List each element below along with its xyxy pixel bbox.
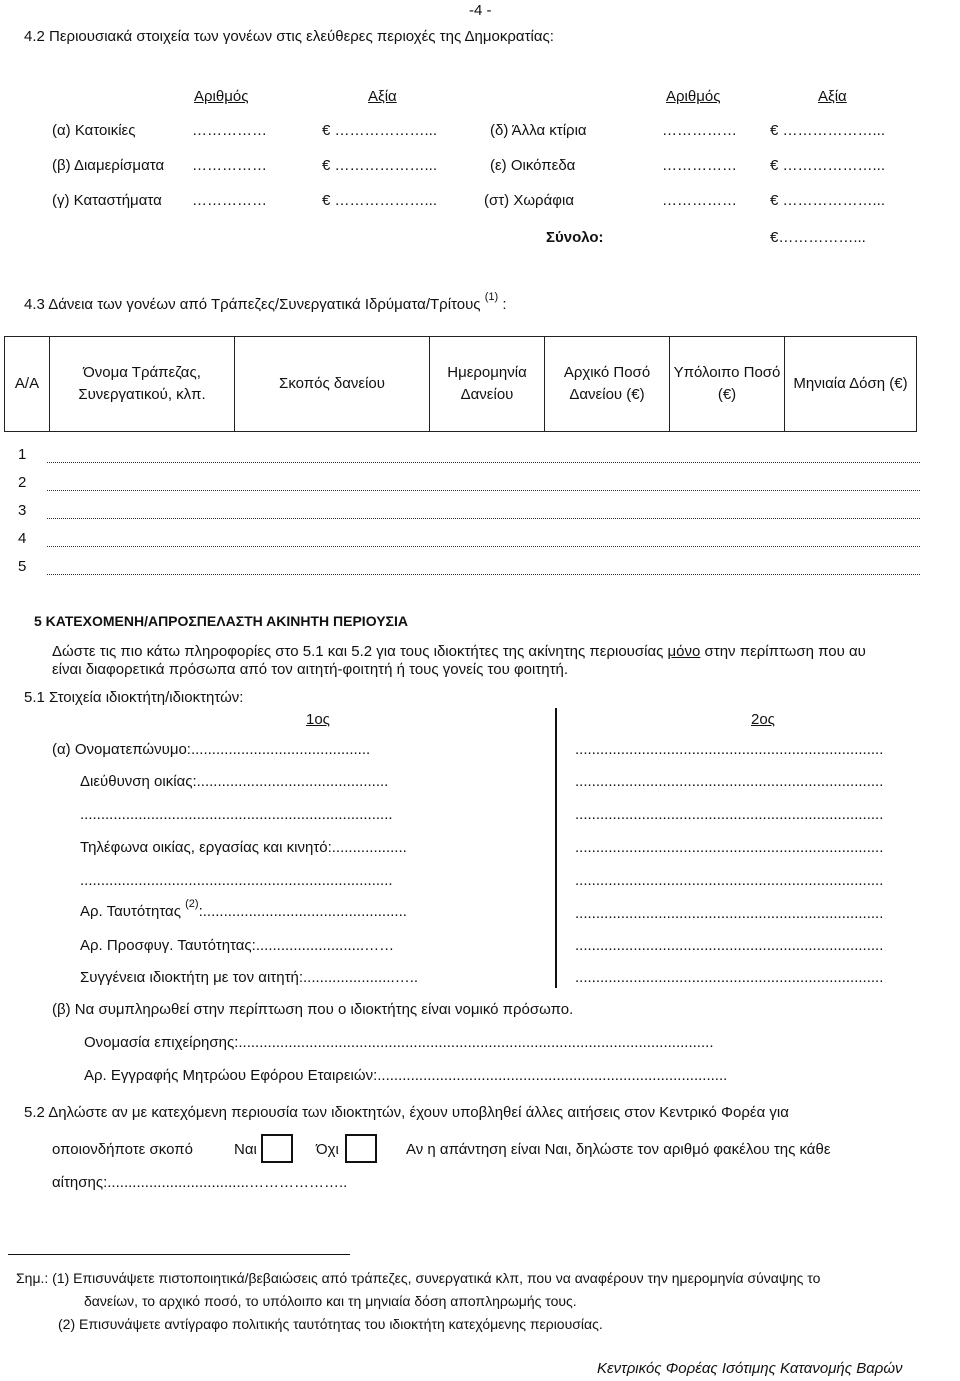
section-4-3-title-text: 4.3 Δάνεια των γονέων από Τράπεζες/Συνεργατικά Ιδρύματα/Τρίτους xyxy=(24,296,481,313)
row-plots-value[interactable]: € ………………... xyxy=(770,157,886,174)
yes-checkbox[interactable] xyxy=(261,1134,293,1163)
footnote-1-continued: δανείων, το αρχικό ποσό, το υπόλοιπο και τη μηνιαία δόση αποπληρωμής τους. xyxy=(84,1293,577,1309)
owner-1-name-field[interactable]: (α) Ονοματεπώνυμο:........................................... xyxy=(52,741,371,758)
total-label: Σύνολο: xyxy=(546,229,604,246)
col-loan-purpose: Σκοπός δανείου xyxy=(235,337,430,432)
col-remaining-amount: Υπόλοιπο Ποσό (€) xyxy=(670,337,785,432)
owner-1-phones-field[interactable]: Τηλέφωνα οικίας, εργασίας και κινητό:.................. xyxy=(80,839,407,856)
col-bank-name: Όνομα Τράπεζας, Συνεργατικού, κλπ. xyxy=(50,337,235,432)
loans-table-header xyxy=(5,337,917,432)
footnote-1: Σημ.: (1) Επισυνάψετε πιστοποιητικά/βεβαιώσεις από τράπεζες, συνεργατικά κλπ, που να αναφέρουν την ημερομηνία σύναψης το xyxy=(16,1270,821,1286)
section-4-2-title: 4.2 Περιουσιακά στοιχεία των γονέων στις ελεύθερες περιοχές της Δημοκρατίας: xyxy=(24,28,554,45)
application-number-field[interactable]: αίτησης:..................................……………….. xyxy=(52,1174,348,1191)
intro-text-a: Δώστε τις πιο κάτω πληροφορίες στο 5.1 και 5.2 για τους ιδιοκτήτες της ακίνητης περιουσίας xyxy=(52,643,668,660)
owner-1-phones-line-2[interactable]: ........................................................................... xyxy=(80,872,393,889)
total-value[interactable]: €……………... xyxy=(770,229,866,246)
owner-2-phones-line-2[interactable]: .......................................................................... xyxy=(575,872,884,889)
section-5-2-line-1: 5.2 Δηλώστε αν με κατεχόμενη περιουσία των ιδιοκτητών, έχουν υποβληθεί άλλες αιτήσεις στον Κεντρικό Φορέα για xyxy=(24,1104,789,1121)
loan-row-number: 3 xyxy=(18,502,27,519)
row-shops-number[interactable]: …………… xyxy=(192,192,267,209)
owner-2-id-field[interactable]: .......................................................................... xyxy=(575,905,884,922)
row-fields-label: (στ) Χωράφια xyxy=(484,192,574,209)
note-ref-2: (2) xyxy=(185,898,199,910)
owner-1-refugee-id-field[interactable]: Αρ. Προσφυγ. Ταυτότητας:..........................…… xyxy=(80,937,395,954)
loan-row-number: 1 xyxy=(18,446,27,463)
section-4-3-title xyxy=(24,291,507,313)
col-serial: Α/Α xyxy=(5,337,50,432)
section-5-1-title: 5.1 Στοιχεία ιδιοκτήτη/ιδιοκτητών: xyxy=(24,689,244,706)
company-registry-field[interactable]: Αρ. Εγγραφής Μητρώου Εφόρου Εταιρειών:.................................................................................... xyxy=(84,1067,728,1084)
owner-2-relation-field[interactable]: .......................................................................... xyxy=(575,969,884,986)
col-loan-date: Ημερομηνία Δανείου xyxy=(430,337,545,432)
section-5-intro-line-1 xyxy=(52,643,866,660)
row-houses-label: (α) Κατοικίες xyxy=(52,122,136,139)
owner-1-address-line-2[interactable]: ........................................................................... xyxy=(80,806,393,823)
loan-row-2[interactable] xyxy=(47,490,920,491)
row-apartments-value[interactable]: € ………………... xyxy=(322,157,438,174)
header-number-2: Αριθμός xyxy=(666,88,721,105)
legal-entity-instruction: (β) Να συμπληρωθεί στην περίπτωση που ο ιδιοκτήτης είναι νομικό πρόσωπο. xyxy=(52,1001,574,1018)
section-5-intro-line-2: είναι διαφορετικά πρόσωπα από τον αιτητή-φοιτητή ή τους γονείς του φοιτητή. xyxy=(52,661,569,678)
owner-1-relation-field[interactable]: Συγγένεια ιδιοκτήτη με τον αιτητή:......................….. xyxy=(80,969,419,986)
loan-row-5[interactable] xyxy=(47,574,920,575)
loan-row-1[interactable] xyxy=(47,462,920,463)
footnote-2: (2) Επισυνάψετε αντίγραφο πολιτικής ταυτότητας του ιδιοκτήτη κατεχόμενης περιουσίας. xyxy=(58,1316,603,1332)
row-houses-number[interactable]: …………… xyxy=(192,122,267,139)
owner-2-address-line-2[interactable]: .......................................................................... xyxy=(575,806,884,823)
row-other-buildings-value[interactable]: € ………………... xyxy=(770,122,886,139)
owner-1-header: 1ος xyxy=(306,711,330,728)
loan-row-4[interactable] xyxy=(47,546,920,547)
no-label: Όχι xyxy=(316,1141,339,1158)
header-value-2: Αξία xyxy=(818,88,847,105)
business-name-field[interactable]: Ονομασία επιχείρησης:.................................................................................................................. xyxy=(84,1034,714,1051)
page-number: -4 - xyxy=(469,2,492,19)
id-dots: :................................................. xyxy=(198,903,407,920)
loan-row-number: 5 xyxy=(18,558,27,575)
owner-2-name-field[interactable]: .......................................................................... xyxy=(575,741,884,758)
intro-text-only: μόνο xyxy=(667,643,701,660)
header-value: Αξία xyxy=(368,88,397,105)
note-ref-1: (1) xyxy=(484,291,499,303)
id-label: Αρ. Ταυτότητας xyxy=(80,903,181,920)
owner-2-refugee-id-field[interactable]: .......................................................................... xyxy=(575,937,884,954)
row-apartments-label: (β) Διαμερίσματα xyxy=(52,157,165,174)
row-apartments-number[interactable]: …………… xyxy=(192,157,267,174)
row-plots-label: (ε) Οικόπεδα xyxy=(490,157,576,174)
row-shops-label: (γ) Καταστήματα xyxy=(52,192,162,209)
loan-row-3[interactable] xyxy=(47,518,920,519)
section-5-title: 5 ΚΑΤΕΧΟΜΕΝΗ/ΑΠΡΟΣΠΕΛΑΣΤΗ ΑΚΙΝΗΤΗ ΠΕΡΙΟΥΣΙΑ xyxy=(34,613,408,629)
yes-label: Ναι xyxy=(234,1141,257,1158)
section-5-2-purpose: οποιονδήποτε σκοπό xyxy=(52,1141,193,1158)
intro-text-c: στην περίπτωση που αυ xyxy=(700,643,866,660)
header-number: Αριθμός xyxy=(194,88,249,105)
loans-table xyxy=(4,336,917,432)
row-other-buildings-label: (δ) Άλλα κτίρια xyxy=(490,122,587,139)
owner-2-phones-field[interactable]: .......................................................................... xyxy=(575,839,884,856)
col-initial-amount: Αρχικό Ποσό Δανείου (€) xyxy=(545,337,670,432)
section-4-3-colon: : xyxy=(502,296,507,313)
col-monthly-installment: Μηνιαία Δόση (€) xyxy=(785,337,917,432)
owner-2-address-field[interactable]: .......................................................................... xyxy=(575,773,884,790)
row-other-buildings-number[interactable]: …………… xyxy=(662,122,737,139)
owners-divider xyxy=(555,708,557,988)
row-plots-number[interactable]: …………… xyxy=(662,157,737,174)
no-checkbox[interactable] xyxy=(345,1134,377,1163)
row-fields-number[interactable]: …………… xyxy=(662,192,737,209)
footer-organization: Κεντρικός Φορέας Ισότιμης Κατανομής Βαρών xyxy=(597,1360,903,1377)
row-fields-value[interactable]: € ………………... xyxy=(770,192,886,209)
owner-1-id-field[interactable] xyxy=(80,898,407,920)
loan-row-number: 4 xyxy=(18,530,27,547)
footnote-separator xyxy=(8,1254,350,1255)
loan-row-number: 2 xyxy=(18,474,27,491)
owner-1-address-field[interactable]: Διεύθυνση οικίας:.............................................. xyxy=(80,773,389,790)
row-houses-value[interactable]: € ………………... xyxy=(322,122,438,139)
section-5-2-if-yes: Αν η απάντηση είναι Ναι, δηλώστε τον αριθμό φακέλου της κάθε xyxy=(406,1141,831,1158)
row-shops-value[interactable]: € ………………... xyxy=(322,192,438,209)
owner-2-header: 2ος xyxy=(751,711,775,728)
